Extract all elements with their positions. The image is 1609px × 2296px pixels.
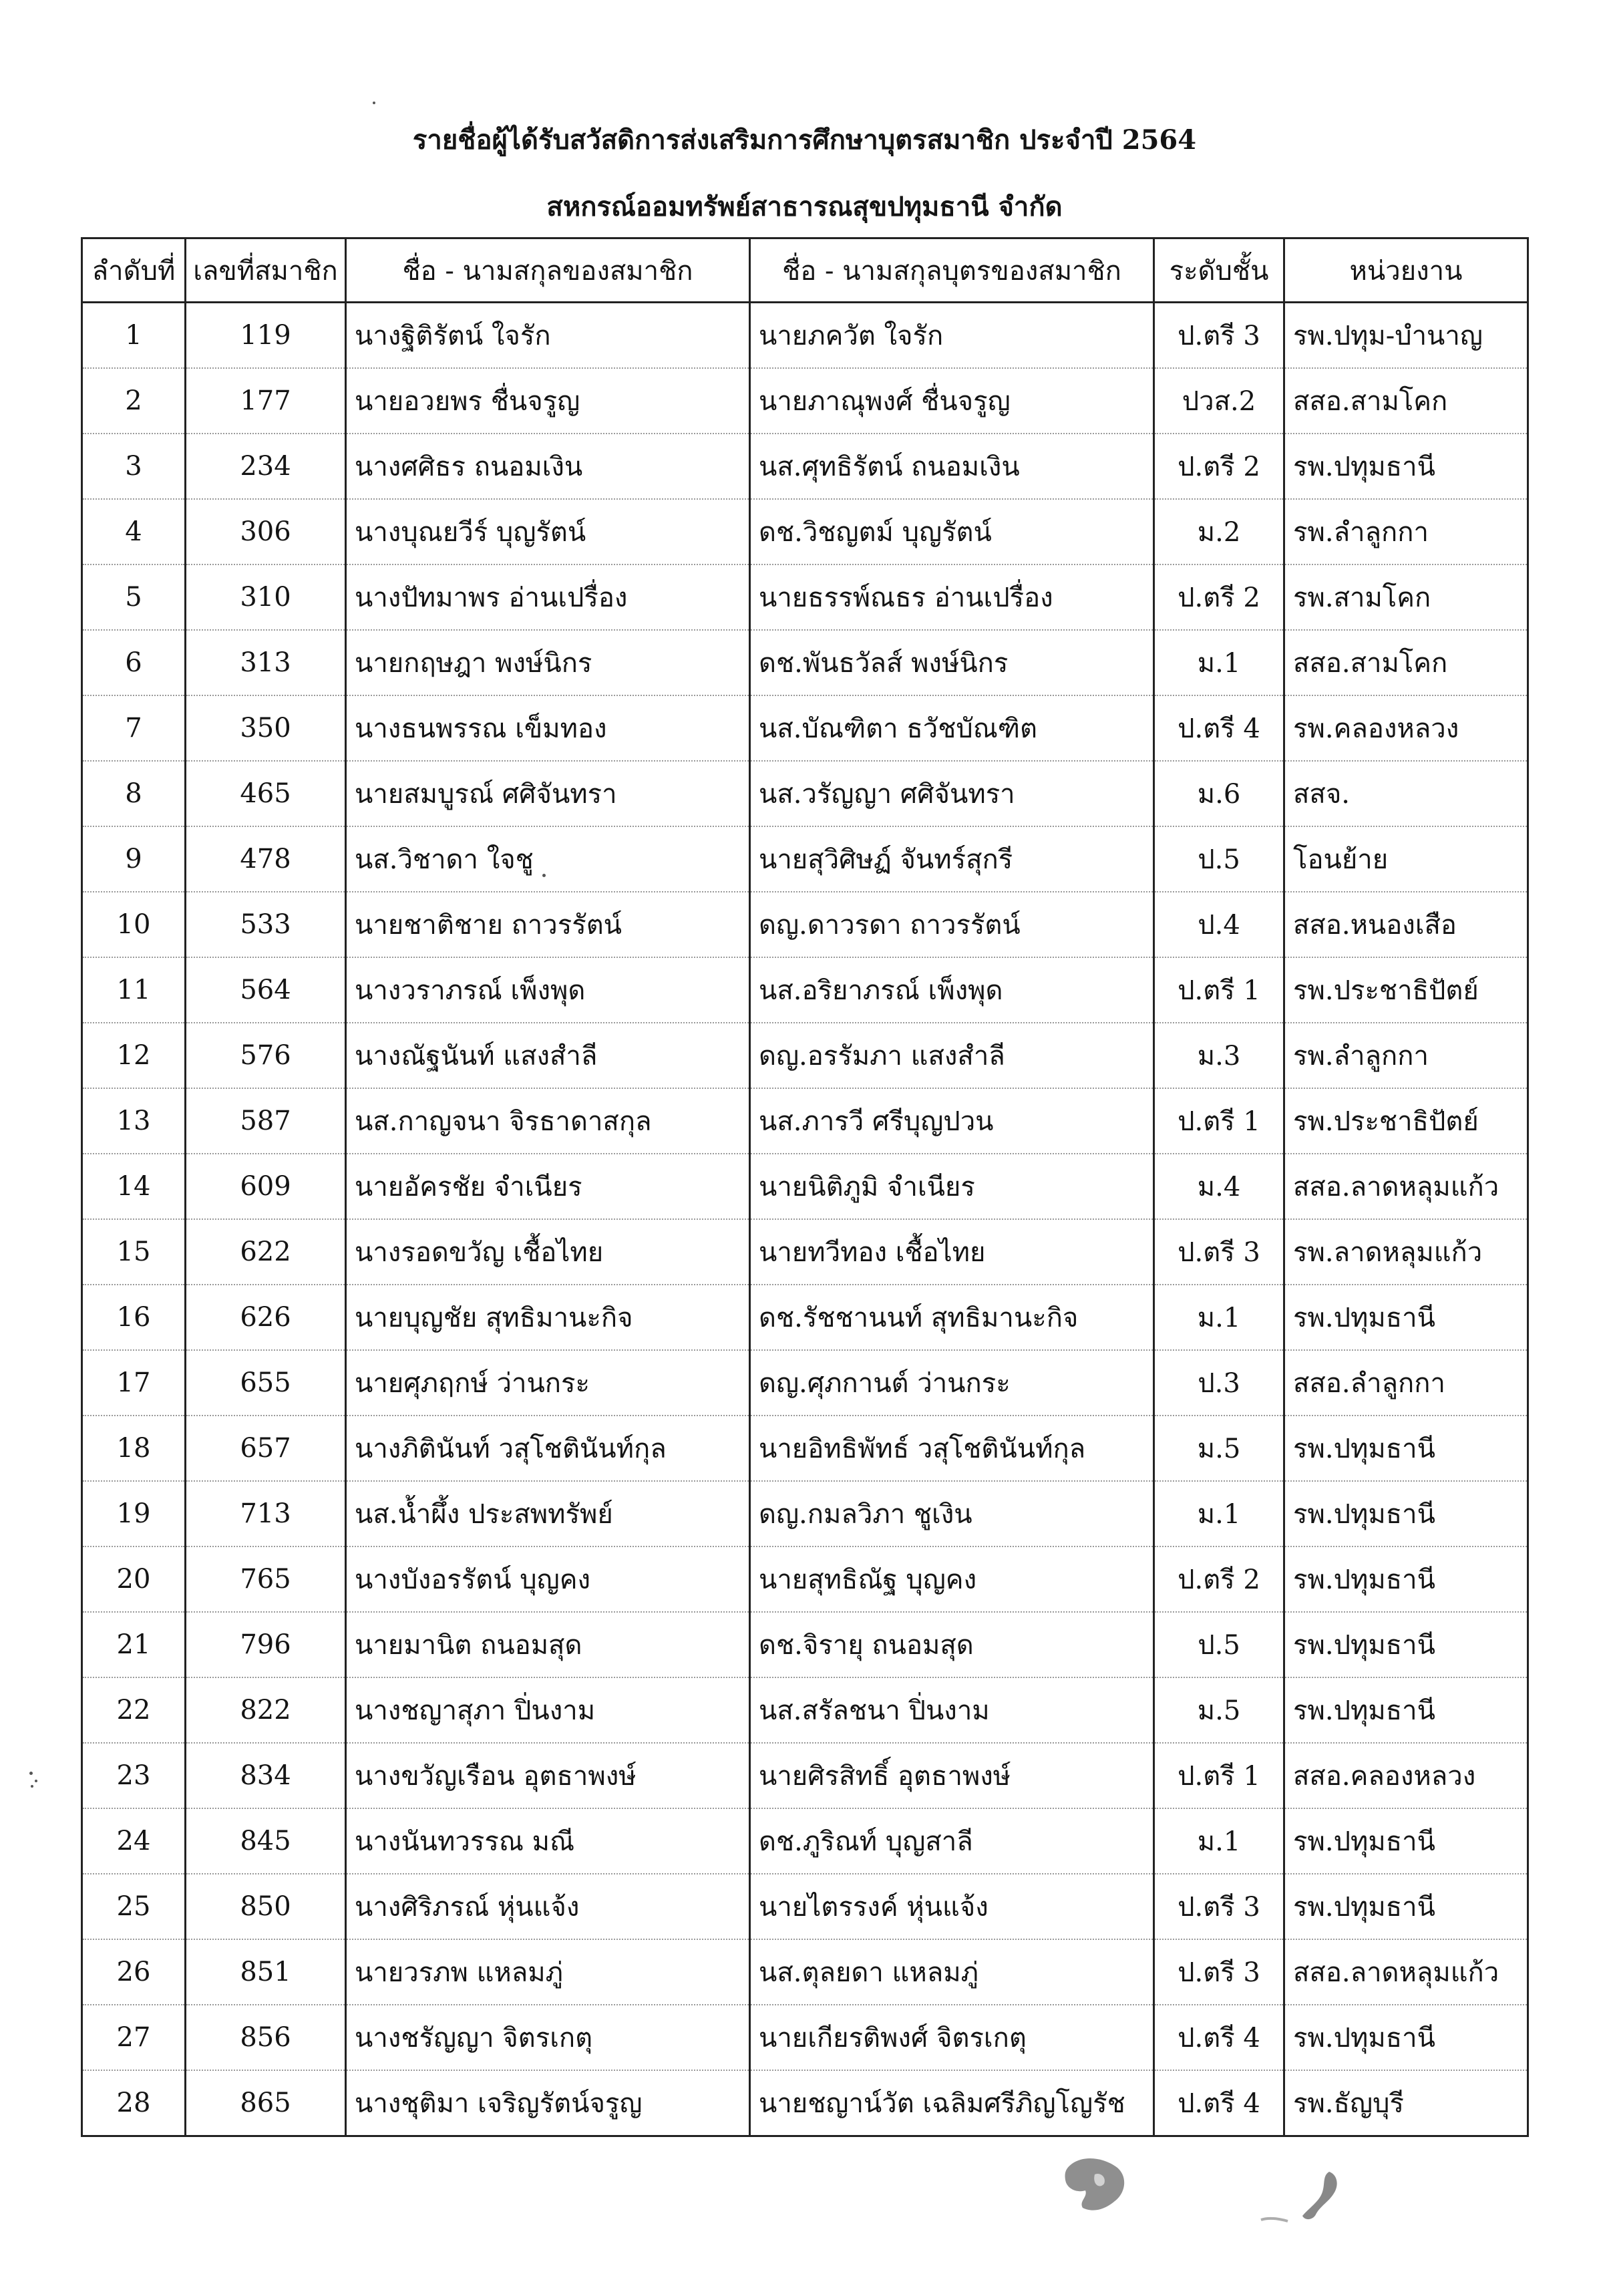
cell-department: รพ.ปทุมธานี bbox=[1284, 1677, 1528, 1743]
scan-speck bbox=[35, 1780, 37, 1782]
cell-member-name: นายอวยพร ชื่นจรูญ bbox=[346, 368, 750, 434]
cell-grade-level: ม.1 bbox=[1154, 1481, 1284, 1546]
cell-child-name: นายอิทธิพัทธ์ วสุโชตินันท์กุล bbox=[750, 1416, 1154, 1481]
cell-department: สสจ. bbox=[1284, 761, 1528, 826]
cell-department: รพ.ปทุมธานี bbox=[1284, 1546, 1528, 1612]
cell-seq-no: 28 bbox=[82, 2070, 186, 2136]
scan-speck bbox=[29, 1772, 33, 1775]
table-row bbox=[82, 1088, 1528, 1154]
table-row bbox=[82, 1677, 1528, 1743]
cell-child-name: นายศิรสิทธิ์ อุตธาพงษ์ bbox=[750, 1743, 1154, 1808]
table-row bbox=[82, 761, 1528, 826]
cell-member-no: 856 bbox=[186, 2005, 346, 2070]
cell-department: รพ.ปทุมธานี bbox=[1284, 1874, 1528, 1939]
scan-speck bbox=[373, 102, 375, 104]
cell-child-name: ดญ.กมลวิภา ชูเงิน bbox=[750, 1481, 1154, 1546]
cell-grade-level: ป.ตรี 4 bbox=[1154, 2005, 1284, 2070]
cell-grade-level: ป.ตรี 3 bbox=[1154, 1219, 1284, 1285]
header-child-name: ชื่อ - นามสกุลบุตรของสมาชิก bbox=[750, 238, 1154, 303]
table-body bbox=[82, 303, 1528, 2136]
cell-seq-no: 13 bbox=[82, 1088, 186, 1154]
cell-member-name: นางชญาสุภา ปิ่นงาม bbox=[346, 1677, 750, 1743]
table-row bbox=[82, 1546, 1528, 1612]
cell-seq-no: 3 bbox=[82, 434, 186, 499]
cell-member-no: 465 bbox=[186, 761, 346, 826]
table-row bbox=[82, 1481, 1528, 1546]
cell-child-name: นส.วรัญญา ศศิจันทรา bbox=[750, 761, 1154, 826]
cell-department: รพ.ลาดหลุมแก้ว bbox=[1284, 1219, 1528, 1285]
cell-department: รพ.ปทุมธานี bbox=[1284, 2005, 1528, 2070]
cell-grade-level: ป.4 bbox=[1154, 892, 1284, 957]
cell-department: สสอ.หนองเสือ bbox=[1284, 892, 1528, 957]
cell-member-name: นายสมบูรณ์ ศศิจันทรา bbox=[346, 761, 750, 826]
cell-department: รพ.ธัญบุรี bbox=[1284, 2070, 1528, 2136]
table-row bbox=[82, 892, 1528, 957]
cell-member-name: นางธนพรรณ เข็มทอง bbox=[346, 695, 750, 761]
cell-seq-no: 16 bbox=[82, 1285, 186, 1350]
cell-grade-level: ปวส.2 bbox=[1154, 368, 1284, 434]
table-row bbox=[82, 695, 1528, 761]
cell-department: โอนย้าย bbox=[1284, 826, 1528, 892]
cell-grade-level: ป.5 bbox=[1154, 826, 1284, 892]
cell-department: รพ.ปทุมธานี bbox=[1284, 1416, 1528, 1481]
cell-grade-level: ม.1 bbox=[1154, 1285, 1284, 1350]
cell-seq-no: 14 bbox=[82, 1154, 186, 1219]
cell-member-no: 713 bbox=[186, 1481, 346, 1546]
cell-child-name: นายชญาน์วัต เฉลิมศรีภิญโญรัช bbox=[750, 2070, 1154, 2136]
cell-grade-level: ป.ตรี 2 bbox=[1154, 1546, 1284, 1612]
table-row bbox=[82, 1350, 1528, 1416]
cell-member-no: 850 bbox=[186, 1874, 346, 1939]
cell-child-name: ดช.วิชญตม์ บุญรัตน์ bbox=[750, 499, 1154, 564]
ink-smudge bbox=[1256, 2168, 1356, 2228]
table-row bbox=[82, 434, 1528, 499]
scan-speck bbox=[31, 1785, 33, 1788]
table-row bbox=[82, 957, 1528, 1023]
table-row bbox=[82, 630, 1528, 695]
cell-child-name: ดช.จิรายุ ถนอมสุด bbox=[750, 1612, 1154, 1677]
cell-child-name: นส.ศุทธิรัตน์ ถนอมเงิน bbox=[750, 434, 1154, 499]
cell-child-name: นายภควัต ใจรัก bbox=[750, 303, 1154, 369]
document-title: รายชื่อผู้ได้รับสวัสดิการส่งเสริมการศึกษาบุตรสมาชิก ประจำปี 2564 bbox=[412, 124, 1197, 156]
cell-member-name: นายศุภฤกษ์ ว่านกระ bbox=[346, 1350, 750, 1416]
cell-child-name: นายไตรรงค์ หุ่นแจ้ง bbox=[750, 1874, 1154, 1939]
cell-seq-no: 2 bbox=[82, 368, 186, 434]
cell-grade-level: ม.1 bbox=[1154, 630, 1284, 695]
cell-member-name: นางวราภรณ์ เพ็งพุด bbox=[346, 957, 750, 1023]
cell-member-name: นางปัทมาพร อ่านเปรื่อง bbox=[346, 564, 750, 630]
cell-member-no: 306 bbox=[186, 499, 346, 564]
cell-grade-level: ป.ตรี 3 bbox=[1154, 1939, 1284, 2005]
cell-grade-level: ม.5 bbox=[1154, 1677, 1284, 1743]
table-row bbox=[82, 1416, 1528, 1481]
cell-member-no: 845 bbox=[186, 1808, 346, 1874]
cell-member-name: นายอัครชัย จำเนียร bbox=[346, 1154, 750, 1219]
cell-member-no: 119 bbox=[186, 303, 346, 369]
cell-member-name: นายบุญชัย สุทธิมานะกิจ bbox=[346, 1285, 750, 1350]
cell-child-name: ดญ.อรรัมภา แสงสำลี bbox=[750, 1023, 1154, 1088]
cell-grade-level: ม.5 bbox=[1154, 1416, 1284, 1481]
cell-member-no: 234 bbox=[186, 434, 346, 499]
cell-member-no: 533 bbox=[186, 892, 346, 957]
table-row bbox=[82, 1023, 1528, 1088]
cell-seq-no: 12 bbox=[82, 1023, 186, 1088]
table-row bbox=[82, 368, 1528, 434]
cell-seq-no: 22 bbox=[82, 1677, 186, 1743]
cell-member-name: นายวรภพ แหลมภู่ bbox=[346, 1939, 750, 2005]
cell-member-name: นายมานิต ถนอมสุด bbox=[346, 1612, 750, 1677]
cell-department: รพ.ประชาธิปัตย์ bbox=[1284, 957, 1528, 1023]
cell-seq-no: 21 bbox=[82, 1612, 186, 1677]
cell-grade-level: ม.1 bbox=[1154, 1808, 1284, 1874]
cell-grade-level: ป.ตรี 4 bbox=[1154, 2070, 1284, 2136]
header-grade-level: ระดับชั้น bbox=[1154, 238, 1284, 303]
header-seq-no: ลำดับที่ bbox=[82, 238, 186, 303]
table-row bbox=[82, 303, 1528, 369]
cell-child-name: นายเกียรติพงศ์ จิตรเกตุ bbox=[750, 2005, 1154, 2070]
cell-grade-level: ป.3 bbox=[1154, 1350, 1284, 1416]
cell-seq-no: 10 bbox=[82, 892, 186, 957]
cell-child-name: นส.อริยาภรณ์ เพ็งพุด bbox=[750, 957, 1154, 1023]
cell-seq-no: 6 bbox=[82, 630, 186, 695]
cell-department: รพ.ปทุมธานี bbox=[1284, 434, 1528, 499]
roster-table bbox=[81, 237, 1529, 2137]
scan-speck bbox=[542, 874, 546, 877]
table-row bbox=[82, 564, 1528, 630]
cell-member-no: 478 bbox=[186, 826, 346, 892]
cell-grade-level: ป.ตรี 1 bbox=[1154, 957, 1284, 1023]
table-row bbox=[82, 1939, 1528, 2005]
cell-seq-no: 9 bbox=[82, 826, 186, 892]
cell-department: รพ.ประชาธิปัตย์ bbox=[1284, 1088, 1528, 1154]
table-row bbox=[82, 1219, 1528, 1285]
cell-member-name: นางศศิธร ถนอมเงิน bbox=[346, 434, 750, 499]
cell-department: สสอ.สามโคก bbox=[1284, 630, 1528, 695]
cell-grade-level: ป.5 bbox=[1154, 1612, 1284, 1677]
cell-department: สสอ.ลำลูกกา bbox=[1284, 1350, 1528, 1416]
cell-department: รพ.ลำลูกกา bbox=[1284, 499, 1528, 564]
cell-child-name: นส.ตุลยดา แหลมภู่ bbox=[750, 1939, 1154, 2005]
cell-department: สสอ.ลาดหลุมแก้ว bbox=[1284, 1939, 1528, 2005]
cell-child-name: นส.ภารวี ศรีบุญปวน bbox=[750, 1088, 1154, 1154]
cell-member-no: 587 bbox=[186, 1088, 346, 1154]
table-row bbox=[82, 1154, 1528, 1219]
cell-child-name: นส.สรัลชนา ปิ่นงาม bbox=[750, 1677, 1154, 1743]
cell-member-name: นายชาติชาย ถาวรรัตน์ bbox=[346, 892, 750, 957]
cell-seq-no: 18 bbox=[82, 1416, 186, 1481]
cell-member-no: 350 bbox=[186, 695, 346, 761]
cell-seq-no: 17 bbox=[82, 1350, 186, 1416]
cell-member-name: นางชรัญญา จิตรเกตุ bbox=[346, 2005, 750, 2070]
cell-seq-no: 20 bbox=[82, 1546, 186, 1612]
table-row bbox=[82, 1874, 1528, 1939]
cell-member-name: นส.วิชาดา ใจชู bbox=[346, 826, 750, 892]
cell-grade-level: ม.4 bbox=[1154, 1154, 1284, 1219]
cell-department: รพ.ปทุมธานี bbox=[1284, 1612, 1528, 1677]
cell-member-no: 655 bbox=[186, 1350, 346, 1416]
cell-grade-level: ป.ตรี 1 bbox=[1154, 1088, 1284, 1154]
cell-member-name: นางขวัญเรือน อุตธาพงษ์ bbox=[346, 1743, 750, 1808]
cell-seq-no: 4 bbox=[82, 499, 186, 564]
cell-department: สสอ.ลาดหลุมแก้ว bbox=[1284, 1154, 1528, 1219]
cell-seq-no: 19 bbox=[82, 1481, 186, 1546]
cell-member-name: นส.น้ำผึ้ง ประสพทรัพย์ bbox=[346, 1481, 750, 1546]
cell-child-name: นายภาณุพงศ์ ชื่นจรูญ bbox=[750, 368, 1154, 434]
cell-member-no: 622 bbox=[186, 1219, 346, 1285]
cell-member-name: นส.กาญจนา จิรธาดาสกุล bbox=[346, 1088, 750, 1154]
cell-department: รพ.ลำลูกกา bbox=[1284, 1023, 1528, 1088]
cell-member-no: 564 bbox=[186, 957, 346, 1023]
cell-grade-level: ป.ตรี 4 bbox=[1154, 695, 1284, 761]
cell-department: รพ.ปทุมธานี bbox=[1284, 1481, 1528, 1546]
cell-member-no: 177 bbox=[186, 368, 346, 434]
cell-member-name: นางนันทวรรณ มณี bbox=[346, 1808, 750, 1874]
cell-member-no: 626 bbox=[186, 1285, 346, 1350]
table-row bbox=[82, 1808, 1528, 1874]
cell-seq-no: 24 bbox=[82, 1808, 186, 1874]
table-row bbox=[82, 1612, 1528, 1677]
cell-seq-no: 23 bbox=[82, 1743, 186, 1808]
cell-seq-no: 7 bbox=[82, 695, 186, 761]
cell-child-name: นายสุวิศิษฏ์ จันทร์สุกรี bbox=[750, 826, 1154, 892]
cell-child-name: ดช.ภูริณท์ บุญสาลี bbox=[750, 1808, 1154, 1874]
cell-member-name: นายกฤษฎา พงษ์นิกร bbox=[346, 630, 750, 695]
cell-seq-no: 26 bbox=[82, 1939, 186, 2005]
cell-member-no: 796 bbox=[186, 1612, 346, 1677]
cell-member-name: นางชุติมา เจริญรัตน์จรูญ bbox=[346, 2070, 750, 2136]
cell-member-no: 576 bbox=[186, 1023, 346, 1088]
cell-member-no: 313 bbox=[186, 630, 346, 695]
cell-department: สสอ.สามโคก bbox=[1284, 368, 1528, 434]
cell-child-name: ดญ.ศุภกานต์ ว่านกระ bbox=[750, 1350, 1154, 1416]
cell-seq-no: 25 bbox=[82, 1874, 186, 1939]
cell-member-name: นางภิตินันท์ วสุโชตินันท์กุล bbox=[346, 1416, 750, 1481]
cell-grade-level: ป.ตรี 2 bbox=[1154, 564, 1284, 630]
table-row bbox=[82, 1743, 1528, 1808]
cell-grade-level: ป.ตรี 1 bbox=[1154, 1743, 1284, 1808]
cell-member-no: 865 bbox=[186, 2070, 346, 2136]
cell-member-no: 609 bbox=[186, 1154, 346, 1219]
cell-seq-no: 15 bbox=[82, 1219, 186, 1285]
header-department: หน่วยงาน bbox=[1284, 238, 1528, 303]
header-member-name: ชื่อ - นามสกุลของสมาชิก bbox=[346, 238, 750, 303]
cell-member-name: นางบังอรรัตน์ บุญคง bbox=[346, 1546, 750, 1612]
table-row bbox=[82, 2070, 1528, 2136]
cell-member-name: นางบุณยวีร์ บุญรัตน์ bbox=[346, 499, 750, 564]
cell-grade-level: ม.6 bbox=[1154, 761, 1284, 826]
cell-child-name: นายธรรพ์ณธร อ่านเปรื่อง bbox=[750, 564, 1154, 630]
cell-child-name: ดญ.ดาวรดา ถาวรรัตน์ bbox=[750, 892, 1154, 957]
table-row bbox=[82, 499, 1528, 564]
cell-member-name: นางฐิติรัตน์ ใจรัก bbox=[346, 303, 750, 369]
cell-grade-level: ป.ตรี 2 bbox=[1154, 434, 1284, 499]
cell-seq-no: 11 bbox=[82, 957, 186, 1023]
cell-grade-level: ม.3 bbox=[1154, 1023, 1284, 1088]
cell-member-no: 822 bbox=[186, 1677, 346, 1743]
document-subtitle: สหกรณ์ออมทรัพย์สาธารณสุขปทุมธานี จำกัด bbox=[546, 191, 1063, 222]
cell-member-no: 851 bbox=[186, 1939, 346, 2005]
cell-department: รพ.ปทุมธานี bbox=[1284, 1808, 1528, 1874]
table-row bbox=[82, 2005, 1528, 2070]
table-row bbox=[82, 826, 1528, 892]
cell-child-name: ดช.รัชชานนท์ สุทธิมานะกิจ bbox=[750, 1285, 1154, 1350]
cell-member-name: นางรอดขวัญ เชื้อไทย bbox=[346, 1219, 750, 1285]
cell-department: รพ.สามโคก bbox=[1284, 564, 1528, 630]
cell-grade-level: ป.ตรี 3 bbox=[1154, 1874, 1284, 1939]
table-header-row bbox=[82, 238, 1528, 303]
cell-grade-level: ป.ตรี 3 bbox=[1154, 303, 1284, 369]
cell-member-no: 834 bbox=[186, 1743, 346, 1808]
cell-seq-no: 8 bbox=[82, 761, 186, 826]
header-member-no: เลขที่สมาชิก bbox=[186, 238, 346, 303]
cell-member-no: 310 bbox=[186, 564, 346, 630]
cell-child-name: ดช.พันธวัลส์ พงษ์นิกร bbox=[750, 630, 1154, 695]
cell-department: รพ.ปทุม-บำนาญ bbox=[1284, 303, 1528, 369]
cell-child-name: นายนิติภูมิ จำเนียร bbox=[750, 1154, 1154, 1219]
cell-child-name: นายทวีทอง เชื้อไทย bbox=[750, 1219, 1154, 1285]
cell-member-name: นางศิริภรณ์ หุ่นแจ้ง bbox=[346, 1874, 750, 1939]
cell-department: รพ.ปทุมธานี bbox=[1284, 1285, 1528, 1350]
cell-member-name: นางณัฐนันท์ แสงสำลี bbox=[346, 1023, 750, 1088]
cell-grade-level: ม.2 bbox=[1154, 499, 1284, 564]
cell-child-name: นส.บัณฑิตา ธวัชบัณฑิต bbox=[750, 695, 1154, 761]
ink-stain bbox=[1059, 2154, 1132, 2215]
cell-seq-no: 1 bbox=[82, 303, 186, 369]
cell-child-name: นายสุทธิณัฐ บุญคง bbox=[750, 1546, 1154, 1612]
cell-seq-no: 5 bbox=[82, 564, 186, 630]
cell-seq-no: 27 bbox=[82, 2005, 186, 2070]
cell-member-no: 765 bbox=[186, 1546, 346, 1612]
table-row bbox=[82, 1285, 1528, 1350]
cell-member-no: 657 bbox=[186, 1416, 346, 1481]
cell-department: รพ.คลองหลวง bbox=[1284, 695, 1528, 761]
cell-department: สสอ.คลองหลวง bbox=[1284, 1743, 1528, 1808]
